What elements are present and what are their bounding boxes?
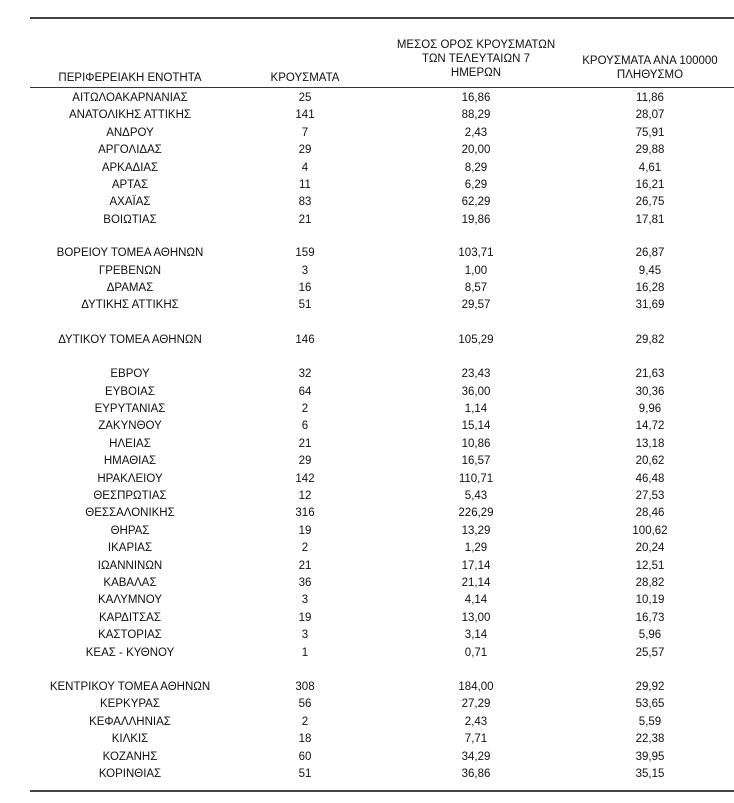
cases-cell: 159	[295, 247, 315, 260]
header-avg-line3: ΗΜΕΡΩΝ	[450, 67, 502, 79]
header-per-100000	[566, 54, 734, 82]
region-cell: ΚΑΡΔΙΤΣΑΣ	[99, 611, 161, 624]
header-avg-line1: ΜΕΣΟΣ ΟΡΟΣ ΚΡΟΥΣΜΑΤΩΝ	[396, 39, 556, 51]
avg-cell: 27,29	[461, 698, 491, 711]
cases-cell: 142	[295, 472, 315, 485]
per-100000-cell: 25,57	[635, 646, 665, 659]
region-cell: ΚΑΒΑΛΑΣ	[103, 577, 157, 589]
avg-cell: 2,43	[464, 126, 488, 139]
table-row	[30, 211, 734, 229]
table-row	[30, 609, 734, 627]
region-cell: ΔΡΑΜΑΣ	[106, 282, 154, 294]
table-row	[30, 748, 734, 766]
avg-cell: 105,29	[458, 333, 494, 346]
region-cell: ΚΕΦΑΛΛΗΝΙΑΣ	[89, 715, 171, 728]
table-row	[30, 435, 734, 453]
cases-cell: 12	[298, 490, 312, 502]
region-cell: ΚΙΛΚΙΣ	[111, 733, 149, 746]
avg-cell: 17,14	[461, 559, 491, 572]
cases-cell: 56	[298, 698, 312, 711]
table-row	[30, 124, 734, 142]
region-cell: ΖΑΚΥΝΘΟΥ	[98, 420, 162, 433]
per-100000-cell: 29,92	[635, 681, 665, 693]
per-100000-cell: 20,62	[635, 455, 665, 468]
bottom-rule	[30, 790, 734, 792]
avg-cell: 184,00	[458, 681, 494, 693]
region-cell: ΒΟΡΕΙΟΥ ΤΟΜΕΑ ΑΘΗΝΩΝ	[56, 247, 204, 260]
region-cell: ΓΡΕΒΕΝΩΝ	[98, 264, 162, 277]
table-row	[30, 470, 734, 488]
cases-cell: 64	[298, 385, 312, 398]
per-100000-cell: 20,24	[635, 542, 665, 555]
avg-cell: 3,14	[464, 629, 488, 642]
cases-cell: 51	[298, 299, 312, 312]
cases-cell: 2	[301, 715, 309, 728]
cases-cell: 29	[298, 144, 312, 157]
avg-cell: 10,86	[461, 437, 491, 450]
avg-cell: 4,14	[464, 594, 488, 607]
table-row	[30, 400, 734, 418]
cases-cell: 2	[301, 403, 309, 415]
per-100000-cell: 28,07	[635, 109, 665, 122]
region-cell: ΑΧΑΪΑΣ	[109, 196, 151, 209]
table-row	[30, 365, 734, 383]
table-row	[30, 106, 734, 124]
table-row	[30, 417, 734, 435]
cases-cell: 21	[298, 437, 312, 450]
region-cell: ΗΡΑΚΛΕΙΟΥ	[97, 472, 163, 485]
per-100000-cell: 100,62	[632, 524, 668, 537]
region-cell: ΘΕΣΠΡΩΤΙΑΣ	[93, 490, 167, 502]
region-cell: ΚΕΡΚΥΡΑΣ	[100, 698, 160, 711]
per-100000-cell: 16,73	[635, 611, 665, 624]
header-cases: ΚΡΟΥΣΜΑΤΑ	[270, 72, 340, 84]
cases-cell: 32	[298, 368, 312, 381]
region-cell: ΑΡΤΑΣ	[111, 179, 149, 191]
table-row	[30, 539, 734, 557]
cases-cell: 7	[301, 126, 309, 139]
per-100000-cell: 39,95	[635, 750, 665, 763]
per-100000-cell: 30,36	[635, 385, 665, 398]
cases-cell: 60	[298, 750, 312, 763]
region-cell: ΙΩΑΝΝΙΝΩΝ	[97, 559, 163, 572]
per-100000-cell: 5,59	[638, 715, 662, 728]
avg-cell: 16,86	[461, 92, 491, 104]
per-100000-cell: 22,38	[635, 733, 665, 746]
table-row	[30, 487, 734, 505]
avg-cell: 19,86	[461, 213, 491, 226]
avg-cell: 36,86	[461, 768, 491, 780]
header-per-line1: ΚΡΟΥΣΜΑΤΑ ΑΝΑ 100000	[582, 55, 718, 67]
table-row	[30, 193, 734, 211]
avg-cell: 88,29	[461, 109, 491, 122]
per-100000-cell: 11,86	[636, 92, 664, 104]
table-row	[30, 522, 734, 540]
region-cell: ΚΕΝΤΡΙΚΟΥ ΤΟΜΕΑ ΑΘΗΝΩΝ	[49, 681, 211, 693]
table-row	[30, 695, 734, 713]
cases-cell: 29	[298, 455, 312, 468]
table-row	[30, 244, 734, 262]
avg-cell: 62,29	[461, 196, 491, 209]
region-cell: ΗΜΑΘΙΑΣ	[103, 455, 157, 468]
cases-cell: 146	[295, 333, 315, 346]
per-100000-cell: 29,82	[635, 333, 665, 346]
region-cell: ΒΟΙΩΤΙΑΣ	[103, 213, 157, 226]
avg-cell: 5,43	[464, 490, 488, 502]
per-100000-cell: 75,91	[635, 126, 665, 139]
per-100000-cell: 28,82	[635, 577, 665, 589]
region-cell: ΘΕΣΣΑΛΟΝΙΚΗΣ	[85, 507, 175, 520]
region-cell: ΑΝΑΤΟΛΙΚΗΣ ΑΤΤΙΚΗΣ	[68, 109, 191, 122]
avg-cell: 21,14	[461, 577, 491, 589]
cases-cell: 3	[301, 594, 309, 607]
per-100000-cell: 9,96	[638, 403, 662, 415]
per-100000-cell: 5,96	[638, 629, 662, 642]
table-row	[30, 452, 734, 470]
per-100000-cell: 14,72	[635, 420, 665, 433]
region-cell: ΔΥΤΙΚΗΣ ΑΤΤΙΚΗΣ	[81, 299, 179, 312]
table-row	[30, 557, 734, 575]
cases-cell: 51	[298, 768, 312, 780]
table-row	[30, 591, 734, 609]
cases-cell: 18	[298, 733, 312, 746]
table-row	[30, 89, 734, 107]
per-100000-cell: 26,75	[635, 196, 665, 209]
avg-cell: 8,57	[464, 282, 488, 294]
avg-cell: 8,29	[464, 161, 488, 174]
cases-cell: 3	[301, 264, 309, 277]
header-avg-7-days	[386, 38, 566, 80]
per-100000-cell: 35,15	[635, 768, 665, 780]
region-cell: ΔΥΤΙΚΟΥ ΤΟΜΕΑ ΑΘΗΝΩΝ	[58, 333, 202, 346]
region-cell: ΑΙΤΩΛΟΑΚΑΡΝΑΝΙΑΣ	[72, 92, 188, 104]
region-cell: ΚΑΣΤΟΡΙΑΣ	[98, 629, 162, 642]
avg-cell: 23,43	[461, 368, 491, 381]
per-100000-cell: 12,51	[635, 559, 665, 572]
region-cell: ΚΟΖΑΝΗΣ	[102, 750, 158, 763]
table-row	[30, 279, 734, 297]
cases-cell: 316	[295, 507, 315, 520]
avg-cell: 13,00	[461, 611, 491, 624]
per-100000-cell: 9,45	[638, 264, 662, 277]
region-cell: ΚΟΡΙΝΘΙΑΣ	[98, 768, 162, 780]
avg-cell: 226,29	[458, 507, 494, 520]
avg-cell: 6,29	[464, 179, 488, 191]
cases-cell: 19	[298, 611, 312, 624]
cases-cell: 1	[301, 646, 309, 659]
cases-cell: 2	[301, 542, 309, 555]
header-region: ΠΕΡΙΦΕΡΕΙΑΚΗ ΕΝΟΤΗΤΑ	[58, 72, 202, 84]
per-100000-cell: 21,63	[635, 368, 665, 381]
cases-cell: 19	[298, 524, 312, 537]
region-cell: ΘΗΡΑΣ	[110, 524, 150, 537]
per-100000-cell: 17,81	[635, 213, 665, 226]
avg-cell: 1,14	[464, 403, 488, 415]
cases-cell: 16	[298, 282, 312, 294]
table-row	[30, 262, 734, 280]
table-row	[30, 331, 734, 349]
avg-cell: 16,57	[461, 455, 491, 468]
avg-cell: 1,00	[464, 264, 488, 277]
region-cell: ΙΚΑΡΙΑΣ	[107, 542, 153, 555]
avg-cell: 36,00	[461, 385, 491, 398]
cases-cell: 11	[299, 179, 311, 191]
region-cell: ΑΡΚΑΔΙΑΣ	[101, 161, 159, 174]
cases-cell: 83	[298, 196, 312, 209]
per-100000-cell: 13,18	[635, 437, 665, 450]
cases-cell: 25	[298, 92, 312, 104]
avg-cell: 2,43	[464, 715, 488, 728]
avg-cell: 103,71	[458, 247, 494, 260]
cases-cell: 21	[298, 213, 312, 226]
table-row	[30, 383, 734, 401]
per-100000-cell: 53,65	[635, 698, 665, 711]
table-row	[30, 574, 734, 592]
cases-cell: 36	[298, 577, 312, 589]
per-100000-cell: 10,19	[635, 594, 665, 607]
per-100000-cell: 31,69	[635, 299, 665, 312]
per-100000-cell: 28,46	[635, 507, 665, 520]
top-rule	[30, 17, 734, 19]
table-row	[30, 626, 734, 644]
region-cell: ΚΕΑΣ - ΚΥΘΝΟΥ	[85, 646, 175, 659]
avg-cell: 7,71	[464, 733, 488, 746]
table-row	[30, 141, 734, 159]
avg-cell: 110,71	[458, 472, 494, 485]
table-row	[30, 296, 734, 314]
table-row	[30, 176, 734, 194]
region-cell: ΕΥΒΟΙΑΣ	[105, 385, 155, 398]
table-row	[30, 678, 734, 696]
avg-cell: 0,71	[464, 646, 488, 659]
avg-cell: 29,57	[461, 299, 491, 312]
region-cell: ΚΑΛΥΜΝΟΥ	[98, 594, 162, 607]
per-100000-cell: 26,87	[635, 247, 665, 260]
header-rule	[30, 87, 734, 88]
table-row	[30, 644, 734, 662]
per-100000-cell: 29,88	[635, 144, 665, 157]
table-row	[30, 159, 734, 177]
region-cell: ΕΒΡΟΥ	[110, 368, 150, 381]
region-cell: ΗΛΕΙΑΣ	[109, 437, 151, 450]
cases-cell: 141	[295, 109, 315, 122]
region-cell: ΑΝΔΡΟΥ	[106, 126, 154, 139]
cases-cell: 21	[298, 559, 312, 572]
region-cell: ΕΥΡΥΤΑΝΙΑΣ	[94, 403, 166, 415]
region-cell: ΑΡΓΟΛΙΔΑΣ	[98, 144, 162, 157]
per-100000-cell: 46,48	[635, 472, 665, 485]
table-row	[30, 730, 734, 748]
cases-cell: 6	[301, 420, 309, 433]
header-per-line2: ΠΛΗΘΥΣΜΟ	[616, 69, 684, 81]
avg-cell: 20,00	[461, 144, 491, 157]
per-100000-cell: 16,28	[635, 282, 665, 294]
table-row	[30, 765, 734, 783]
avg-cell: 1,29	[464, 542, 488, 555]
per-100000-cell: 16,21	[635, 179, 665, 191]
cases-cell: 3	[301, 629, 309, 642]
avg-cell: 13,29	[461, 524, 491, 537]
cases-cell: 4	[301, 161, 309, 174]
table-row	[30, 504, 734, 522]
cases-cell: 308	[295, 681, 315, 693]
header-avg-line2: ΤΩΝ ΤΕΛΕΥΤΑΙΩΝ 7	[422, 53, 530, 65]
table-row	[30, 713, 734, 731]
avg-cell: 34,29	[461, 750, 491, 763]
avg-cell: 15,14	[461, 420, 491, 433]
per-100000-cell: 27,53	[635, 490, 665, 502]
per-100000-cell: 4,61	[638, 161, 662, 174]
